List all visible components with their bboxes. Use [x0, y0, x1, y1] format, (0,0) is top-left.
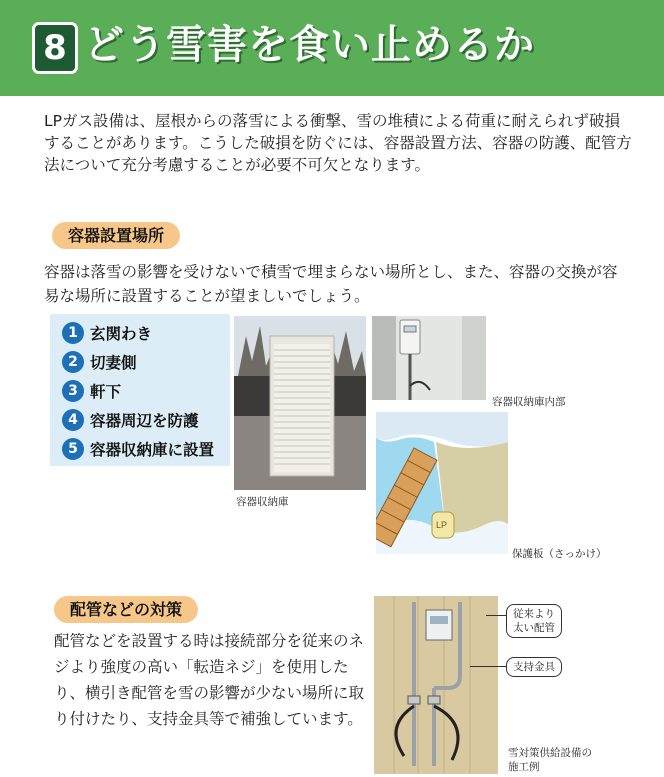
caption-piping-example: 雪対策供給設備の 施工例 — [508, 747, 592, 773]
caption-storage-shed: 容器収納庫 — [236, 496, 289, 508]
list-item — [62, 409, 199, 431]
list-item-label: 玄関わき — [90, 325, 153, 343]
number-circle: 2 — [62, 351, 84, 373]
piping-installation-photo — [374, 596, 498, 774]
section-heading-piping: 配管などの対策 — [54, 596, 198, 623]
section-number-badge: 8 — [32, 22, 78, 74]
list-item — [62, 351, 137, 373]
number-circle: 4 — [62, 409, 84, 431]
header-band — [0, 0, 664, 96]
storage-interior-photo — [372, 316, 486, 400]
callout-bracket: 支持金具 — [506, 657, 562, 677]
number-circle: 1 — [62, 322, 84, 344]
section2-description: 配管などを設置する時は接続部分を従来のネジより強度の高い「転造ネジ」を使用したり、横引き配管を雪の影響が少ない場所に取り付けたり、支持金具等で補強しています。 — [54, 632, 365, 728]
number-circle: 3 — [62, 380, 84, 402]
cylinder-mark: LP — [436, 520, 448, 530]
list-item — [62, 438, 214, 460]
storage-shed-photo — [234, 316, 366, 490]
list-item-label: 容器収納庫に設置 — [90, 441, 215, 459]
protective-board-illustration — [376, 412, 508, 554]
list-item-label: 容器周辺を防護 — [90, 412, 199, 430]
page-title: どう雪害を食い止めるか — [84, 22, 535, 68]
list-item — [62, 380, 121, 402]
intro-paragraph: LPガス設備は、屋根からの落雪による衝撃、雪の堆積による荷重に耐えられず破損することがあります。こうした破損を防ぐには、容器設置方法、容器の防護、配管方法について充分考慮することが必要不可欠となります。 — [44, 112, 632, 174]
list-item — [62, 322, 152, 344]
section1-description: 容器は落雪の影響を受けないで積雪で埋まらない場所とし、また、容器の交換が容易な場所に設置することが望ましいでしょう。 — [44, 263, 618, 305]
location-list — [50, 314, 230, 466]
callout-thick-pipe: 従来より 太い配管 — [506, 604, 562, 638]
section-heading-container-location: 容器設置場所 — [52, 222, 180, 249]
list-item-label: 切妻側 — [90, 354, 137, 372]
callout-leader-bracket — [470, 666, 506, 667]
caption-storage-interior: 容器収納庫内部 — [492, 396, 566, 408]
list-item-label: 軒下 — [90, 383, 122, 401]
number-circle: 5 — [62, 438, 84, 460]
caption-protective-board: 保護板（さっかけ） — [512, 548, 607, 560]
callout-leader-pipe — [486, 615, 506, 616]
